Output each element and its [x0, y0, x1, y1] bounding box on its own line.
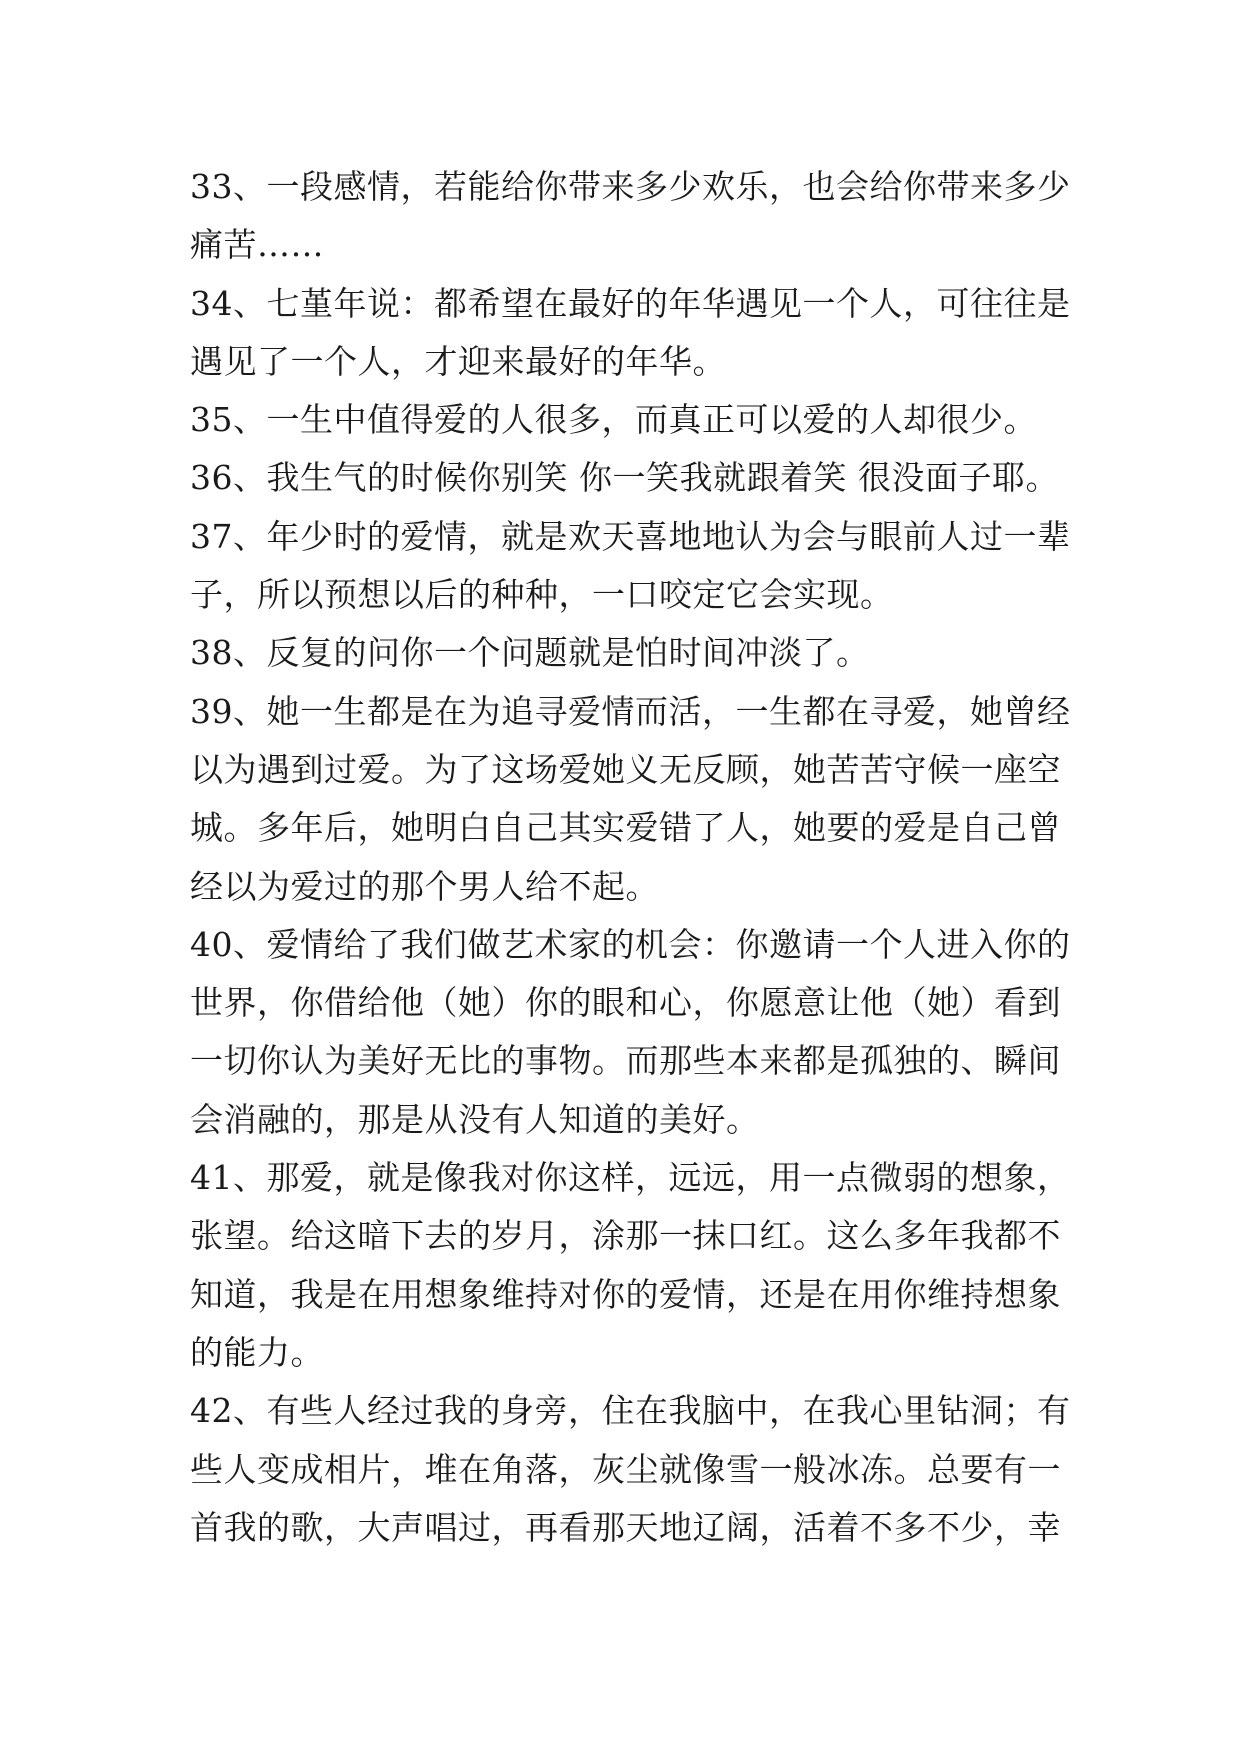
text-line: 首我的歌，大声唱过，再看那天地辽阔，活着不多不少，幸	[190, 1507, 1061, 1547]
text-line: 世界，你借给他（她）你的眼和心，你愿意让他（她）看到	[190, 983, 1061, 1023]
text-line: 知道，我是在用想象维持对你的爱情，还是在用你维持想象	[190, 1274, 1061, 1314]
text-line: 的能力。	[190, 1332, 324, 1372]
text-line: 会消融的，那是从没有人知道的美好。	[190, 1099, 760, 1139]
text-line: 39、她一生都是在为追寻爱情而活，一生都在寻爱，她曾经	[190, 691, 1071, 731]
text-line: 38、反复的问你一个问题就是怕时间冲淡了。	[190, 633, 870, 673]
text-line: 37、年少时的爱情，就是欢天喜地地认为会与眼前人过一辈	[190, 516, 1071, 556]
text-line: 痛苦……	[190, 225, 324, 265]
text-line: 子，所以预想以后的种种，一口咬定它会实现。	[190, 575, 894, 615]
text-line: 40、爱情给了我们做艺术家的机会：你邀请一个人进入你的	[190, 924, 1071, 964]
text-line: 42、有些人经过我的身旁，住在我脑中，在我心里钻洞；有	[190, 1391, 1071, 1431]
text-line: 张望。给这暗下去的岁月，涂那一抹口红。这么多年我都不	[190, 1216, 1061, 1256]
text-line: 遇见了一个人，才迎来最好的年华。	[190, 341, 726, 381]
text-line: 一切你认为美好无比的事物。而那些本来都是孤独的、瞬间	[190, 1041, 1061, 1081]
document-body	[190, 158, 1070, 1557]
text-line: 34、七堇年说：都希望在最好的年华遇见一个人，可往往是	[190, 283, 1071, 323]
text-line: 些人变成相片，堆在角落，灰尘就像雪一般冰冻。总要有一	[190, 1449, 1061, 1489]
text-line: 35、一生中值得爱的人很多，而真正可以爱的人却很少。	[190, 400, 1037, 440]
text-line: 41、那爱，就是像我对你这样，远远，用一点微弱的想象，	[190, 1158, 1071, 1198]
text-line: 33、一段感情，若能给你带来多少欢乐，也会给你带来多少	[190, 167, 1071, 206]
text-line: 城。多年后，她明白自己其实爱错了人，她要的爱是自己曾	[190, 808, 1061, 848]
text-line: 以为遇到过爱。为了这场爱她义无反顾，她苦苦守候一座空	[190, 749, 1061, 789]
text-line: 经以为爱过的那个男人给不起。	[190, 866, 659, 906]
text-line: 36、我生气的时候你别笑 你一笑我就跟着笑 很没面子耶。	[190, 458, 1059, 498]
